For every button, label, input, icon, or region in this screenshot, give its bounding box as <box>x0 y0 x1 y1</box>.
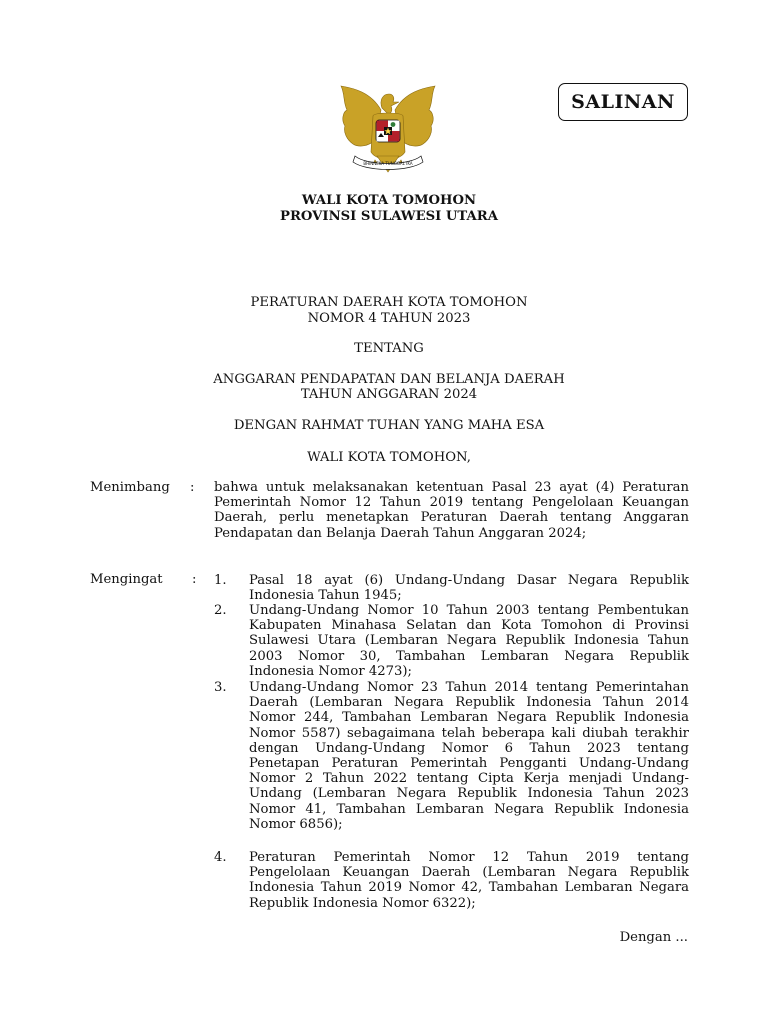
mengingat-item-text: Pasal 18 ayat (6) Undang-Undang Dasar Negara Republik Indonesia Tahun 1945; <box>249 573 689 604</box>
mengingat-item-number: 3. <box>214 680 227 695</box>
mengingat-item-number: 4. <box>214 850 227 865</box>
mengingat-item-text: Peraturan Pemerintah Nomor 12 Tahun 2019 tentang Pengelolaan Keuangan Daerah (Lembaran Negara Republik Indonesia Tahun 2019 Nomor 42, Tambahan Lembaran Negara Republik Indonesia Nomor 6322); <box>249 850 689 911</box>
mengingat-label: Mengingat <box>90 572 163 587</box>
continuation-text: Dengan ... <box>619 930 688 945</box>
heading-line-1: WALI KOTA TOMOHON <box>301 193 477 208</box>
subject-line-1: ANGGARAN PENDAPATAN DAN BELANJA DAERAH <box>213 372 565 387</box>
subject-line-2: TAHUN ANGGARAN 2024 <box>300 387 478 402</box>
mengingat-item-number: 2. <box>214 603 227 618</box>
shield-icon <box>376 120 400 142</box>
official-title: WALI KOTA TOMOHON, <box>307 450 471 465</box>
svg-text:BHINNEKA TUNGGAL IKA: BHINNEKA TUNGGAL IKA <box>363 161 413 166</box>
menimbang-colon: : <box>190 480 195 495</box>
mengingat-item-text: Undang-Undang Nomor 23 Tahun 2014 tentang Pemerintahan Daerah (Lembaran Negara Republik Indonesia Tahun 2014 Nomor 244, Tambahan Lembaran Negara Republik Indonesia Nomor 5587) sebagaimana telah beberapa kali diubah terakhir dengan Undang-Undang Nomor 6 Tahun 2023 tentang Penetapan Peraturan Pemerintah Pengganti Undang-Undang Nomor 2 Tahun 2022 tentang Cipta Kerja menjadi Undang-Undang (Lembaran Negara Republik Indonesia Tahun 2023 Nomor 41, Tambahan Lembaran Negara Republik Indonesia Nomor 6856); <box>249 680 689 832</box>
mengingat-item-number: 1. <box>214 573 227 588</box>
tentang-label: TENTANG <box>354 341 424 356</box>
menimbang-label: Menimbang <box>90 480 170 495</box>
heading-line-2: PROVINSI SULAWESI UTARA <box>280 209 498 224</box>
rahmat-line: DENGAN RAHMAT TUHAN YANG MAHA ESA <box>233 418 545 433</box>
salinan-stamp: SALINAN <box>558 83 688 121</box>
title-line-2: NOMOR 4 TAHUN 2023 <box>307 311 471 326</box>
mengingat-colon: : <box>192 572 197 587</box>
title-line-1: PERATURAN DAERAH KOTA TOMOHON <box>250 295 528 310</box>
garuda-emblem-icon <box>333 82 443 182</box>
mengingat-item-text: Undang-Undang Nomor 10 Tahun 2003 tentang Pembentukan Kabupaten Minahasa Selatan dan Kota Tomohon di Provinsi Sulawesi Utara (Lembaran Negara Republik Indonesia Tahun 2003 Nomor 30, Tambahan Lembaran Negara Republik Indonesia Nomor 4273); <box>249 603 689 679</box>
menimbang-text: bahwa untuk melaksanakan ketentuan Pasal 23 ayat (4) Peraturan Pemerintah Nomor 12 Tahun 2019 tentang Pengelolaan Keuangan Daerah, perlu menetapkan Peraturan Daerah tentang Anggaran Pendapatan dan Belanja Daerah Tahun Anggaran 2024; <box>214 480 689 541</box>
